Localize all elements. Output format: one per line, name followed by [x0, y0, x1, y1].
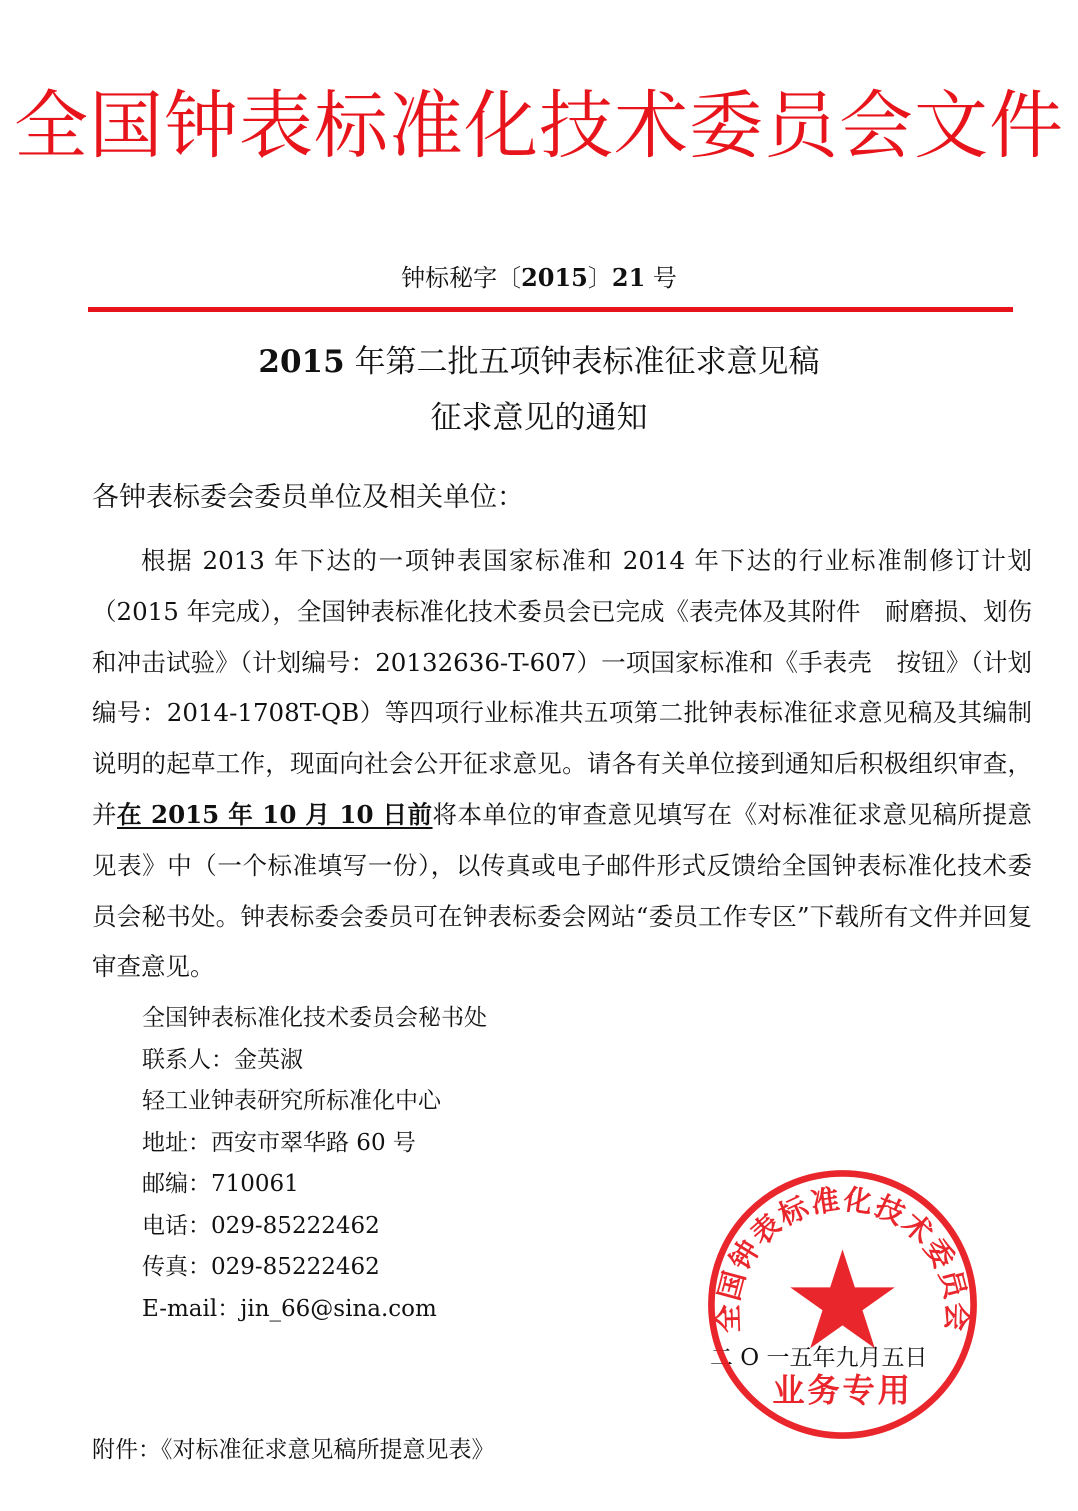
seal-bottom-text: 业务专用	[772, 1371, 913, 1410]
document-number	[0, 262, 1078, 294]
body-text-part-1: 根据 2013 年下达的一项钟表国家标准和 2014 年下达的行业标准制修订计划（2015 年完成），全国钟表标准化技术委员会已完成《表壳体及其附件 耐磨损、划伤和冲击试验》（计划编号：20132636-T-607）一项国家标准和《手表壳 按钮》（计划编号：2014-1708T-QB）等四项行业标准共五项第二批钟表标准征求意见稿及其编制说明的起草工作，现面向社会公开征求意见。请各有关单位接到通知后积极组织审查，并	[92, 546, 1032, 829]
doc-number-prefix: 钟标秘字〔	[401, 264, 522, 292]
header-red-rule	[88, 307, 1013, 312]
contact-org: 全国钟表标准化技术委员会秘书处	[142, 1005, 487, 1031]
notice-title-line-2: 征求意见的通知	[430, 400, 648, 436]
contact-person: 联系人：金英淑	[142, 1046, 303, 1073]
contact-email: E-mail：jin_66@sina.com	[142, 1295, 437, 1322]
contact-postcode: 邮编：710061	[142, 1171, 299, 1197]
seal-star-icon	[790, 1249, 895, 1348]
contact-unit: 轻工业钟表研究所标准化中心	[142, 1088, 441, 1114]
doc-number-num: 21	[611, 263, 646, 292]
contact-block	[142, 998, 487, 1330]
document-header-title: 全国钟表标准化技术委员会文件	[14, 83, 1064, 169]
title-line-1-text: 年第二批五项钟表标准征求意见稿	[344, 344, 820, 380]
seal-arc-textpath: 全国钟表标准化技术委员会	[711, 1182, 974, 1334]
addressee: 各钟表标委会委员单位及相关单位：	[92, 482, 524, 513]
body-paragraph	[92, 536, 1032, 993]
notice-title-line-1	[0, 342, 1078, 382]
doc-number-mid: 〕	[587, 264, 612, 292]
contact-address: 地址：西安市翠华路 60 号	[142, 1129, 416, 1156]
issue-date: 二 O 一五年九月五日	[710, 1345, 928, 1371]
body-text-part-2: 将本单位的审查意见填写在《对标准征求意见稿所提意见表》中（一个标准填写一份），以传真或电子邮件形式反馈给全国钟表标准化技术委员会秘书处。钟表标委会委员可在钟表标委会网站“委员工作专区”下载所有文件并回复审查意见。	[92, 799, 1033, 982]
attachment-line: 附件：《对标准征求意见稿所提意见表》	[92, 1437, 495, 1463]
deadline-text: 在 2015 年 10 月 10 日前	[117, 799, 433, 829]
contact-fax: 传真：029-85222462	[142, 1254, 380, 1280]
official-seal-stamp	[700, 1162, 985, 1447]
title-year: 2015	[258, 344, 345, 380]
notice-body	[92, 536, 1032, 993]
doc-number-suffix: 号	[645, 264, 677, 292]
doc-number-year: 2015	[521, 263, 588, 292]
contact-phone: 电话：029-85222462	[142, 1212, 380, 1239]
